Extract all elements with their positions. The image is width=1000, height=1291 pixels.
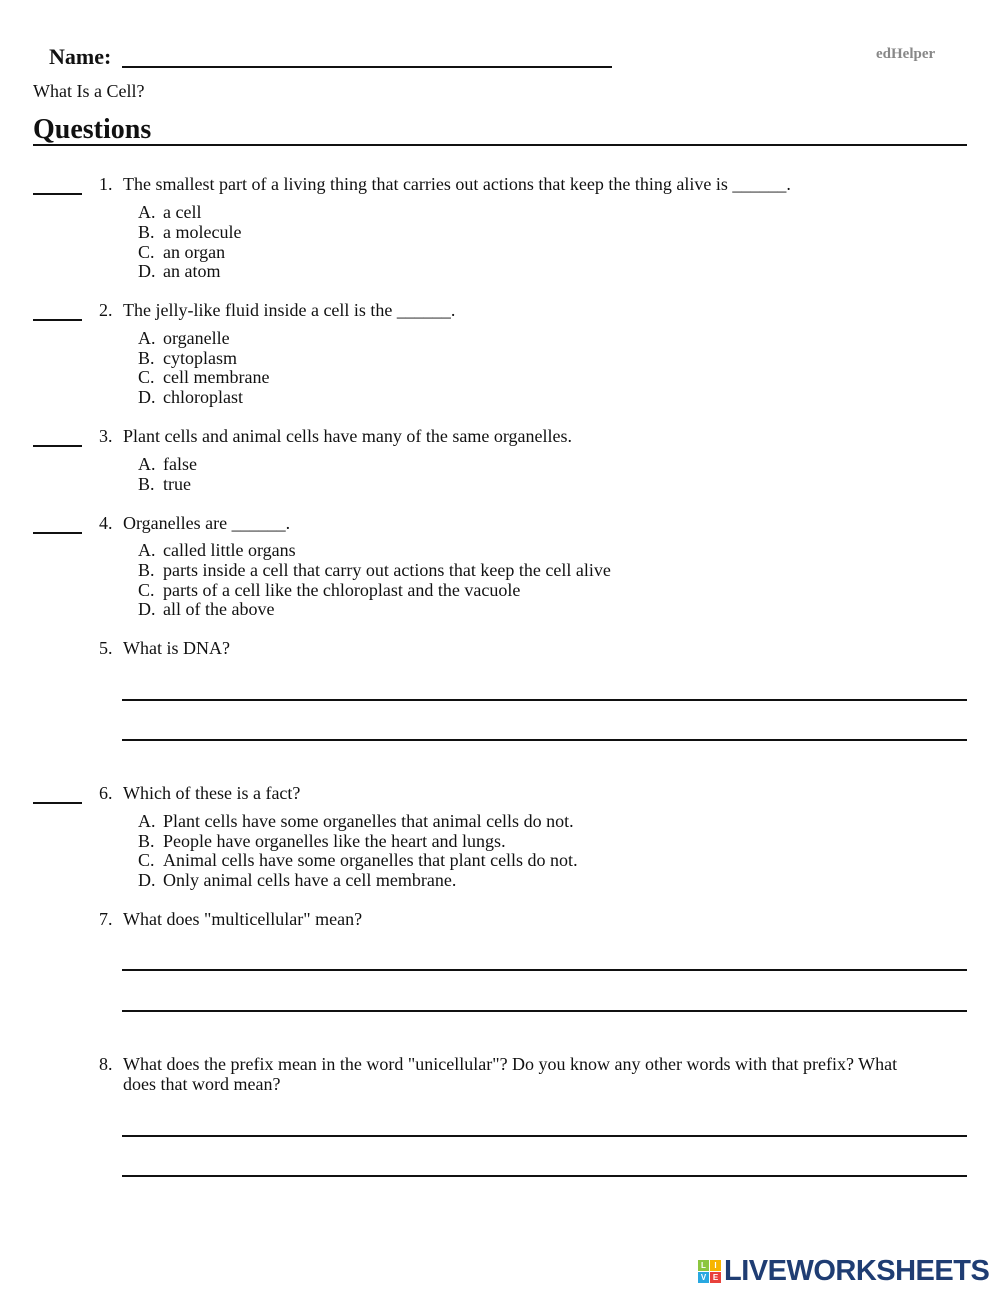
question-number: 7. — [99, 909, 113, 929]
option-letter: A. — [138, 328, 156, 348]
question-number: 2. — [99, 300, 113, 320]
option-letter: D. — [138, 261, 156, 281]
option-letter: D. — [138, 387, 156, 407]
answer-writing-line[interactable] — [122, 699, 967, 701]
option-text: false — [163, 454, 197, 474]
option-text: cytoplasm — [163, 348, 237, 368]
question-text: What does the prefix mean in the word "unicellular"? Do you know any other words with that prefix? What — [123, 1054, 898, 1074]
question-number: 5. — [99, 638, 113, 658]
option-text: People have organelles like the heart and lungs. — [163, 831, 506, 851]
option-letter: D. — [138, 870, 156, 890]
question-number: 3. — [99, 426, 113, 446]
answer-blank[interactable] — [33, 445, 82, 447]
option-letter: C. — [138, 367, 155, 387]
option-letter: B. — [138, 474, 155, 494]
option-text: parts of a cell like the chloroplast and the vacuole — [163, 580, 521, 600]
question-number: 6. — [99, 783, 113, 803]
question-text: What does "multicellular" mean? — [123, 909, 363, 929]
option-text: all of the above — [163, 599, 275, 619]
option-letter: C. — [138, 850, 155, 870]
option-text: chloroplast — [163, 387, 243, 407]
answer-writing-line[interactable] — [122, 1010, 967, 1012]
answer-blank[interactable] — [33, 319, 82, 321]
question-number: 1. — [99, 174, 113, 194]
option-text: an organ — [163, 242, 226, 262]
liveworksheets-logo — [698, 1255, 989, 1288]
option-letter: A. — [138, 454, 156, 474]
option-letter: C. — [138, 580, 155, 600]
option-letter: B. — [138, 222, 155, 242]
heading-divider — [33, 144, 967, 146]
option-text: organelle — [163, 328, 230, 348]
answer-blank[interactable] — [33, 532, 82, 534]
option-letter: B. — [138, 831, 155, 851]
name-input-line[interactable] — [122, 66, 612, 68]
option-letter: B. — [138, 348, 155, 368]
question-text: The jelly-like fluid inside a cell is the ______. — [123, 300, 456, 320]
answer-writing-line[interactable] — [122, 1135, 967, 1137]
question-text: The smallest part of a living thing that carries out actions that keep the thing alive is ______. — [123, 174, 791, 194]
question-text: Plant cells and animal cells have many of the same organelles. — [123, 426, 573, 446]
question-text: What is DNA? — [123, 638, 230, 658]
option-letter: A. — [138, 811, 156, 831]
logo-text: LIVEWORKSHEETS — [724, 1255, 990, 1287]
option-text: parts inside a cell that carry out actions that keep the cell alive — [163, 560, 611, 580]
name-label: Name: — [49, 44, 112, 69]
option-letter: A. — [138, 540, 156, 560]
question-text: Organelles are ______. — [123, 513, 291, 533]
worksheet-subtitle: What Is a Cell? — [33, 81, 145, 101]
option-letter: B. — [138, 560, 155, 580]
brand-label: edHelper — [876, 46, 936, 62]
logo-icon: L I V E — [698, 1260, 721, 1283]
question-text-continued: does that word mean? — [123, 1074, 281, 1094]
answer-blank[interactable] — [33, 193, 82, 195]
question-text: Which of these is a fact? — [123, 783, 301, 803]
answer-writing-line[interactable] — [122, 739, 967, 741]
option-text: a cell — [163, 202, 202, 222]
option-text: Plant cells have some organelles that animal cells do not. — [163, 811, 574, 831]
question-number: 4. — [99, 513, 113, 533]
answer-writing-line[interactable] — [122, 1175, 967, 1177]
option-letter: A. — [138, 202, 156, 222]
option-text: a molecule — [163, 222, 242, 242]
option-text: cell membrane — [163, 367, 270, 387]
option-letter: D. — [138, 599, 156, 619]
answer-writing-line[interactable] — [122, 969, 967, 971]
option-text: Animal cells have some organelles that plant cells do not. — [163, 850, 578, 870]
option-text: Only animal cells have a cell membrane. — [163, 870, 457, 890]
option-text: true — [163, 474, 191, 494]
answer-blank[interactable] — [33, 802, 82, 804]
option-text: called little organs — [163, 540, 296, 560]
page-title: Questions — [33, 114, 152, 145]
question-number: 8. — [99, 1054, 113, 1074]
option-text: an atom — [163, 261, 221, 281]
option-letter: C. — [138, 242, 155, 262]
